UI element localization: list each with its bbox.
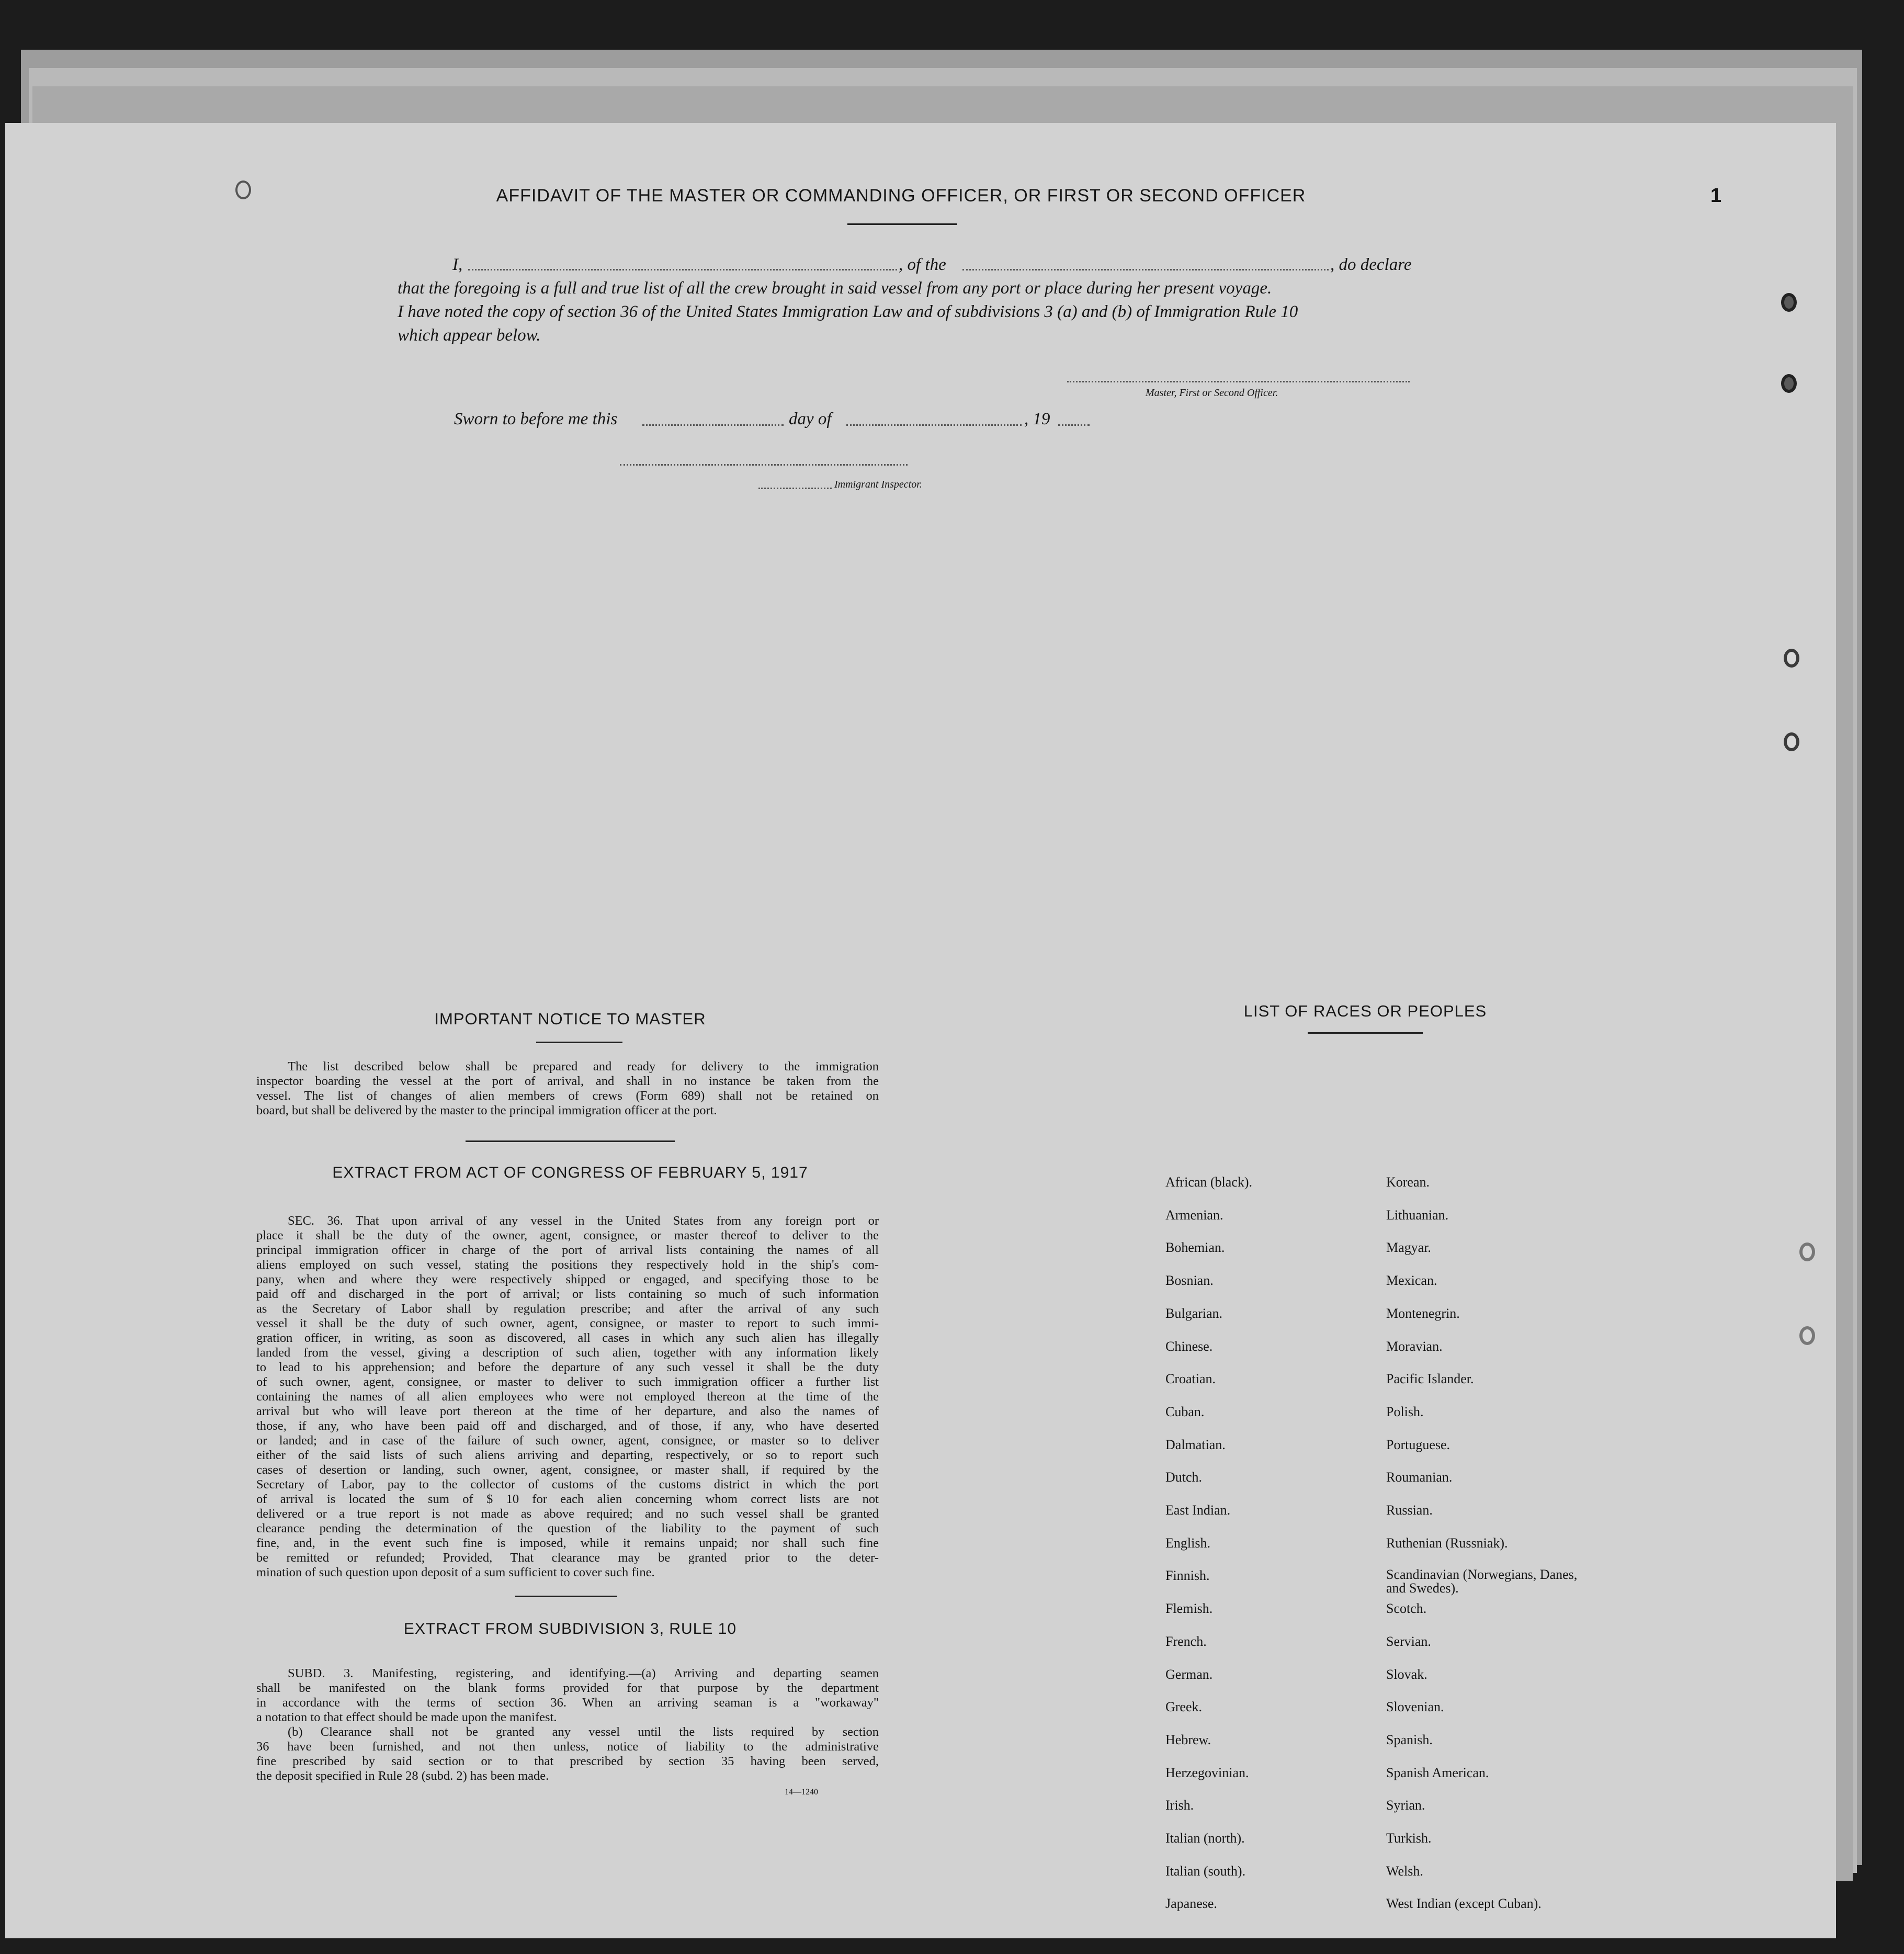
rule-text-line: the deposit specified in Rule 28 (subd. 2) has been made.: [256, 1769, 549, 1783]
declaration-do-declare: , do declare: [1330, 255, 1412, 274]
race-item: French.: [1165, 1633, 1207, 1649]
act-text-line: pany, when and where they were respectively shipped or engaged, and specifying those to be: [256, 1272, 879, 1286]
notice-line: vessel. The list of changes of alien members of crews (Form 689) shall not be retained on: [256, 1089, 879, 1103]
inspector-signature-field[interactable]: [620, 464, 908, 466]
act-text-line: of arrival is located the sum of $ 10 for each alien concerning whom correct lists are not: [256, 1492, 879, 1506]
race-item: Bohemian.: [1165, 1240, 1225, 1256]
sworn-line: [454, 410, 1103, 431]
act-text-line: mination of such question upon deposit of a sum sufficient to cover such fine.: [256, 1565, 655, 1579]
race-item: Roumanian.: [1386, 1470, 1453, 1485]
act-text-line: arrival but who will leave port thereon at the time of her departure, and also the names of: [256, 1404, 879, 1418]
declaration-of-the: , of the: [899, 255, 946, 274]
declaration-line-2: that the foregoing is a full and true list of all the crew brought in said vessel from any port or place during her present voyage.: [398, 279, 1272, 298]
act-text-line: paid off and discharged in the port of arrival; or lists containing so much of such information: [256, 1287, 879, 1301]
notice-title: IMPORTANT NOTICE TO MASTER: [434, 1010, 706, 1028]
rule-extract-body: [256, 1666, 879, 1783]
race-item: Syrian.: [1386, 1798, 1425, 1813]
race-item: Scotch.: [1386, 1601, 1427, 1617]
punch-hole: [1781, 293, 1797, 312]
race-item: Scandinavian (Norwegians, Danes, and Swedes).: [1386, 1567, 1578, 1596]
race-item: Armenian.: [1165, 1207, 1223, 1223]
rule-text-line: (b) Clearance shall not be granted any vessel until the lists required by section: [288, 1725, 879, 1739]
declaration-line-1: [452, 255, 1423, 276]
race-item: Pacific Islander.: [1386, 1371, 1474, 1387]
race-item: Bosnian.: [1165, 1273, 1214, 1289]
rule-text-line: in accordance with the terms of section 36. When an arriving seaman is a "workaway": [256, 1696, 879, 1710]
race-item: Spanish.: [1386, 1732, 1433, 1747]
notice-title-underline: [536, 1042, 622, 1043]
race-item: English.: [1165, 1535, 1210, 1551]
race-item: Finnish.: [1165, 1568, 1210, 1584]
race-item: Magyar.: [1386, 1240, 1431, 1256]
notice-body: [256, 1059, 879, 1118]
sworn-day-of: day of: [789, 410, 832, 428]
vessel-field[interactable]: [962, 269, 1329, 270]
sworn-day-field[interactable]: [642, 424, 784, 426]
race-item: Moravian.: [1386, 1338, 1443, 1354]
punch-hole: [1781, 374, 1797, 393]
race-item: East Indian.: [1165, 1503, 1231, 1518]
punch-hole: [1799, 1243, 1815, 1261]
race-item: Japanese.: [1165, 1896, 1217, 1912]
act-extract-body: [256, 1214, 879, 1580]
act-text-line: be remitted or refunded; Provided, That clearance may be granted prior to the deter-: [256, 1551, 879, 1565]
race-item: Dalmatian.: [1165, 1437, 1226, 1452]
act-text-line: Secretary of Labor, pay to the collector of customs of the customs district in which the port: [256, 1477, 879, 1492]
race-item: Dutch.: [1165, 1470, 1203, 1485]
declaration-i: I,: [452, 255, 463, 274]
race-item: Italian (south).: [1165, 1863, 1246, 1879]
race-item: Hebrew.: [1165, 1732, 1211, 1747]
race-item: Servian.: [1386, 1633, 1431, 1649]
race-item: Croatian.: [1165, 1371, 1216, 1387]
races-title-underline: [1308, 1032, 1423, 1034]
race-item: Cuban.: [1165, 1404, 1205, 1419]
race-item: Herzegovinian.: [1165, 1765, 1249, 1780]
form-number: 14—1240: [785, 1788, 818, 1797]
sworn-year-field[interactable]: [1058, 424, 1090, 426]
act-text-line: SEC. 36. That upon arrival of any vessel in the United States from any foreign port or: [288, 1214, 879, 1228]
rule-text-line: 36 have been furnished, and not then unless, notice of liability to the administrative: [256, 1740, 879, 1754]
sworn-month-field[interactable]: [846, 424, 1022, 426]
declaration-line-4: which appear below.: [398, 326, 541, 345]
act-text-line: to lead to his apprehension; and before the departure of any such vessel it shall be the duty: [256, 1360, 879, 1374]
act-text-line: delivered or a true report is not made as above required; and no such vessel shall be granted: [256, 1507, 879, 1521]
race-item: Slovenian.: [1386, 1699, 1444, 1715]
rule-text-line: a notation to that effect should be made upon the manifest.: [256, 1710, 557, 1724]
rule-extract-title: EXTRACT FROM SUBDIVISION 3, RULE 10: [403, 1620, 737, 1637]
act-text-line: cases of desertion or landing, such owner, agent, consignee, or master shall, if required by the: [256, 1463, 879, 1477]
race-item: Lithuanian.: [1386, 1207, 1449, 1223]
race-item: Turkish.: [1386, 1831, 1432, 1846]
sworn-year: , 19: [1024, 410, 1050, 428]
act-text-line: aliens employed on such vessel, stating the positions they respectively hold in the ship's com-: [256, 1258, 879, 1272]
race-item: Italian (north).: [1165, 1831, 1245, 1846]
act-text-line: place it shall be the duty of the owner, agent, consignee, or master thereof to deliver to the: [256, 1228, 879, 1243]
notice-line: board, but shall be delivered by the master to the principal immigration officer at the port.: [256, 1103, 717, 1117]
act-text-line: or landed; and in case of the failure of such owner, agent, consignee, or master so to deliver: [256, 1433, 879, 1448]
inspector-signature-field-short[interactable]: [758, 488, 832, 489]
act-text-line: landed from the vessel, giving a description of such alien, together with any information likely: [256, 1346, 879, 1360]
act-text-line: containing the names of all alien employees who were not employed thereon at the time of the: [256, 1390, 879, 1404]
punch-hole: [1784, 649, 1799, 668]
race-item: West Indian (except Cuban).: [1386, 1896, 1542, 1912]
act-text-line: clearance pending the determination of the question of the liability to the payment of such: [256, 1521, 879, 1535]
act-text-line: those, if any, who have been paid off and discharged, and of those, if any, who have deserted: [256, 1419, 879, 1433]
act-text-line: gration officer, in writing, as soon as discovered, all cases in which any such alien has illegally: [256, 1331, 879, 1345]
sworn-text: Sworn to before me this: [454, 410, 618, 428]
race-item: Korean.: [1386, 1174, 1430, 1190]
race-item: Slovak.: [1386, 1666, 1427, 1682]
races-title: LIST OF RACES OR PEOPLES: [1243, 1002, 1487, 1020]
race-item: Ruthenian (Russniak).: [1386, 1535, 1508, 1551]
notice-line: The list described below shall be prepared and ready for delivery to the immigration: [288, 1059, 879, 1074]
race-item: Polish.: [1386, 1404, 1424, 1419]
act-text-line: principal immigration officer in charge of the port of arrival lists containing the names of all: [256, 1243, 879, 1257]
notice-line: inspector boarding the vessel at the port of arrival, and shall in no instance be taken from the: [256, 1074, 879, 1088]
race-item: Mexican.: [1386, 1273, 1437, 1289]
master-signature-label: Master, First or Second Officer.: [1146, 387, 1278, 399]
page-number: 1: [1710, 185, 1722, 207]
rule-text-line: fine prescribed by said section or to that prescribed by section 35 having been served,: [256, 1754, 879, 1768]
race-item: Welsh.: [1386, 1863, 1423, 1879]
act-text-line: either of the said lists of such aliens arriving and departing, respectively, or so to report such: [256, 1448, 879, 1462]
race-item: Spanish American.: [1386, 1765, 1489, 1780]
punch-hole: [1784, 732, 1799, 751]
act-extract-title: EXTRACT FROM ACT OF CONGRESS OF FEBRUARY 5, 1917: [332, 1164, 808, 1181]
race-item: German.: [1165, 1666, 1213, 1682]
punch-hole: [1799, 1326, 1815, 1345]
race-item: Greek.: [1165, 1699, 1203, 1715]
declaration-line-3: I have noted the copy of section 36 of the United States Immigration Law and of subdivisions 3 (a) and (b) of Immigration Rule 10: [398, 302, 1298, 321]
title-underline: [847, 223, 957, 225]
rule-text-line: shall be manifested on the blank forms provided for that purpose by the department: [256, 1681, 879, 1695]
rule-text-line: SUBD. 3. Manifesting, registering, and identifying.—(a) Arriving and departing seamen: [288, 1666, 879, 1680]
race-item: Russian.: [1386, 1503, 1433, 1518]
act-divider: [515, 1596, 617, 1597]
race-item: Flemish.: [1165, 1601, 1213, 1617]
name-field[interactable]: [468, 269, 897, 270]
race-item: African (black).: [1165, 1174, 1253, 1190]
master-signature-field[interactable]: [1067, 381, 1410, 382]
race-item: Chinese.: [1165, 1338, 1213, 1354]
inspector-label: Immigrant Inspector.: [834, 479, 922, 490]
act-text-line: as the Secretary of Labor shall by regulation prescribe; and after the arrival of any such: [256, 1302, 879, 1316]
act-text-line: of such owner, agent, consignee, or master to deliver to such immigration officer a further list: [256, 1375, 879, 1389]
act-text-line: vessel it shall be the duty of such owner, agent, consignee, or master to report to such immi-: [256, 1316, 879, 1330]
act-text-line: fine, and, in the event such fine is imposed, while it remains unpaid; nor shall such fine: [256, 1536, 879, 1550]
race-item: Portuguese.: [1386, 1437, 1450, 1452]
notice-divider: [466, 1140, 675, 1142]
race-item: Irish.: [1165, 1798, 1194, 1813]
document-page: [5, 123, 1836, 1938]
race-item: Bulgarian.: [1165, 1305, 1223, 1321]
race-item: Montenegrin.: [1386, 1305, 1460, 1321]
affidavit-title: AFFIDAVIT OF THE MASTER OR COMMANDING OFFICER, OR FIRST OR SECOND OFFICER: [496, 186, 1306, 206]
